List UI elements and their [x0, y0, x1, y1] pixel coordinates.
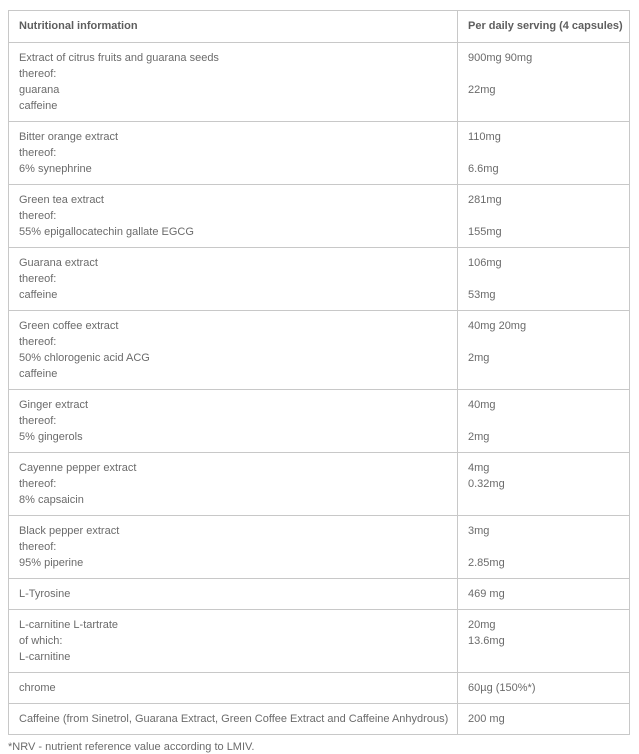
cell-line: thereof: [19, 478, 57, 490]
cell-line: 60µg (150%*) [468, 682, 536, 694]
cell-line: 95% piperine [19, 557, 84, 569]
nutrient-cell [9, 704, 458, 735]
cell-line: thereof: [19, 541, 57, 553]
nutrient-cell [9, 579, 458, 610]
nutrition-table [8, 10, 630, 735]
cell-line: thereof: [19, 415, 57, 427]
cell-line: Ginger extract [19, 399, 89, 411]
cell-line: 8% capsaicin [19, 494, 84, 506]
cell-line: Black pepper extract [19, 525, 120, 537]
cell-line-empty [468, 145, 619, 161]
cell-line: Green coffee extract [19, 320, 119, 332]
serving-column-header: Per daily serving (4 capsules) [458, 11, 630, 43]
cell-line: caffeine [19, 289, 58, 301]
cell-line-empty [468, 649, 619, 665]
cell-line: 900mg 90mg [468, 52, 533, 64]
cell-line: 200 mg [468, 713, 505, 725]
cell-line: Guarana extract [19, 257, 98, 269]
cell-line: 5% gingerols [19, 431, 83, 443]
amount-cell [458, 248, 630, 311]
cell-line: 110mg [468, 131, 501, 143]
cell-line: thereof: [19, 273, 57, 285]
cell-line: 55% epigallocatechin gallate EGCG [19, 226, 194, 238]
cell-line-empty [468, 366, 619, 382]
cell-line: 13.6mg [468, 635, 505, 647]
cell-line-empty [468, 334, 619, 350]
cell-line: L-carnitine L-tartrate [19, 619, 119, 631]
cell-line: 40mg 20mg [468, 320, 527, 332]
cell-line-empty [468, 539, 619, 555]
cell-line-empty [468, 492, 619, 508]
nrv-footnote: *NRV - nutrient reference value according to LMIV. [8, 741, 255, 753]
nutrient-cell [9, 610, 458, 673]
cell-line: 20mg [468, 619, 496, 631]
cell-line: 4mg [468, 462, 490, 474]
table-header-row [9, 11, 630, 43]
cell-line: caffeine [19, 100, 58, 112]
cell-line: Extract of citrus fruits and guarana seeds [19, 52, 219, 64]
cell-line: thereof: [19, 147, 57, 159]
cell-line: thereof: [19, 336, 57, 348]
cell-line: L-Tyrosine [19, 588, 71, 600]
cell-line: thereof: [19, 68, 57, 80]
table-row [9, 673, 630, 704]
amount-cell [458, 453, 630, 516]
cell-line-empty [468, 66, 619, 82]
amount-cell [458, 185, 630, 248]
cell-line-empty [468, 413, 619, 429]
amount-cell [458, 43, 630, 122]
amount-cell [458, 311, 630, 390]
nutrient-cell [9, 453, 458, 516]
cell-line: 2mg [468, 352, 490, 364]
cell-line: Bitter orange extract [19, 131, 119, 143]
nutrient-cell [9, 311, 458, 390]
cell-line-empty [468, 98, 619, 114]
cell-line-empty [468, 271, 619, 287]
cell-line: chrome [19, 682, 56, 694]
cell-line: guarana [19, 84, 60, 96]
table-row [9, 704, 630, 735]
table-row [9, 453, 630, 516]
cell-line: 155mg [468, 226, 502, 238]
table-row [9, 516, 630, 579]
cell-line: 6.6mg [468, 163, 499, 175]
table-row [9, 248, 630, 311]
nutrient-cell [9, 185, 458, 248]
cell-line: 40mg [468, 399, 496, 411]
nutrient-cell [9, 122, 458, 185]
nutrient-cell [9, 248, 458, 311]
table-row [9, 311, 630, 390]
nutrient-cell [9, 516, 458, 579]
amount-cell [458, 610, 630, 673]
nutrient-cell [9, 673, 458, 704]
cell-line: L-carnitine [19, 651, 71, 663]
cell-line: 6% synephrine [19, 163, 92, 175]
amount-cell [458, 390, 630, 453]
nutrient-column-header: Nutritional information [9, 11, 458, 43]
cell-line: 2mg [468, 431, 490, 443]
table-row [9, 390, 630, 453]
table-row [9, 43, 630, 122]
cell-line: 281mg [468, 194, 502, 206]
cell-line: Caffeine (from Sinetrol, Guarana Extract, Green Coffee Extract and Caffeine Anhydrous) [19, 713, 449, 725]
cell-line: Cayenne pepper extract [19, 462, 137, 474]
amount-cell [458, 516, 630, 579]
table-row [9, 610, 630, 673]
amount-cell [458, 122, 630, 185]
cell-line: of which: [19, 635, 63, 647]
cell-line: 50% chlorogenic acid ACG [19, 352, 150, 364]
cell-line: 0.32mg [468, 478, 505, 490]
cell-line: 106mg [468, 257, 502, 269]
amount-cell [458, 704, 630, 735]
nutrient-cell [9, 43, 458, 122]
cell-line: Green tea extract [19, 194, 104, 206]
table-row [9, 185, 630, 248]
table-row [9, 579, 630, 610]
table-body [9, 43, 630, 735]
table-row [9, 122, 630, 185]
cell-line: 3mg [468, 525, 490, 537]
cell-line: 22mg [468, 84, 496, 96]
cell-line: 53mg [468, 289, 496, 301]
amount-cell [458, 579, 630, 610]
nutrient-cell [9, 390, 458, 453]
cell-line: 2.85mg [468, 557, 505, 569]
cell-line: thereof: [19, 210, 57, 222]
cell-line: 469 mg [468, 588, 505, 600]
cell-line: caffeine [19, 368, 58, 380]
cell-line-empty [468, 208, 619, 224]
amount-cell [458, 673, 630, 704]
